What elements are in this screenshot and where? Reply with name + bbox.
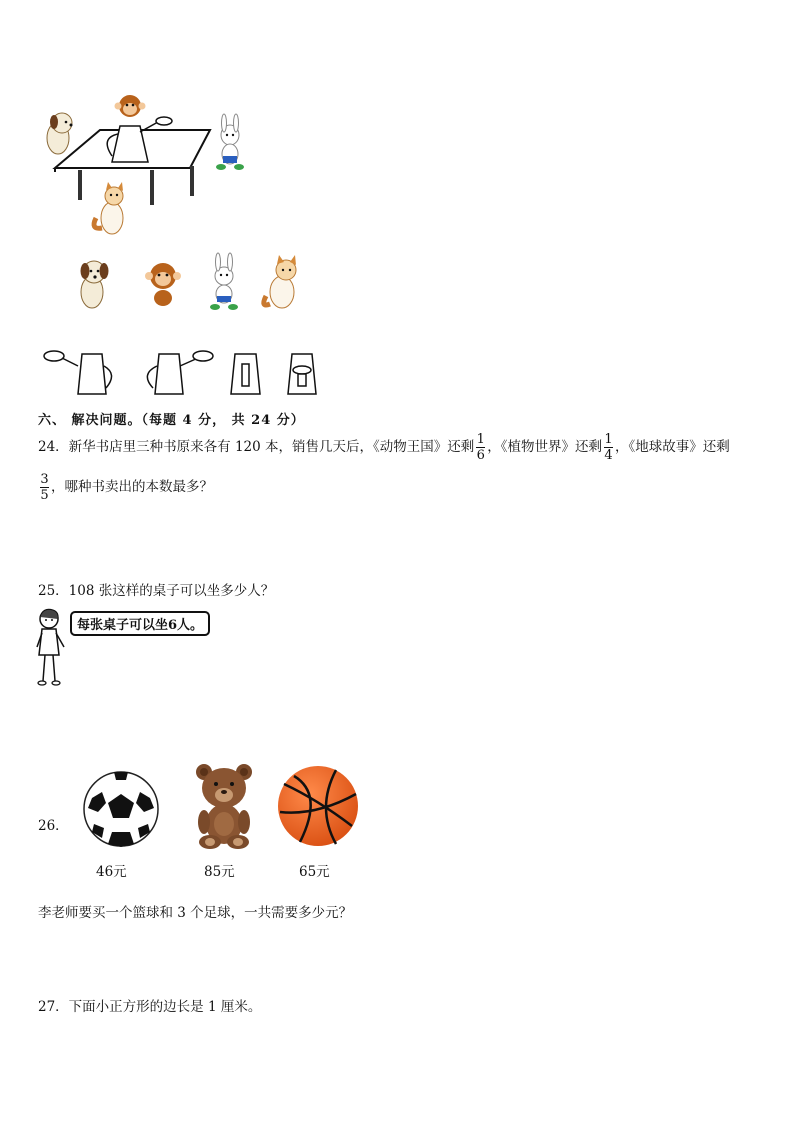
view-option-3 bbox=[231, 354, 260, 394]
rabbit-icon bbox=[216, 114, 244, 170]
view-options bbox=[40, 348, 340, 396]
q24-text-c: ，《地球故事》还剩 bbox=[615, 439, 730, 455]
view-option-4 bbox=[288, 354, 316, 394]
price-soccer: 46元 bbox=[96, 864, 127, 880]
q24-text-d: ，哪种书卖出的本数最多？ bbox=[51, 479, 213, 495]
soccer-ball-icon bbox=[82, 770, 160, 848]
table-leg bbox=[78, 170, 82, 200]
cat-icon bbox=[264, 255, 296, 308]
girl-icon bbox=[35, 607, 67, 689]
question-27: 27．下面小正方形的边长是 1 厘米。 bbox=[38, 999, 262, 1015]
teddy-bear-icon bbox=[192, 762, 256, 850]
price-bear: 85元 bbox=[204, 864, 235, 880]
view-option-2 bbox=[147, 351, 213, 394]
section-heading: 六、 解决问题。（每题 4 分， 共 24 分） bbox=[38, 413, 305, 428]
view-option-1 bbox=[44, 351, 112, 394]
fraction-three-fifths: $\frac{3}{5}$ bbox=[40, 472, 49, 503]
cat-icon bbox=[94, 182, 123, 234]
q26-number: 26． bbox=[38, 818, 69, 834]
q24-text-b: ，《植物世界》还剩 bbox=[487, 439, 603, 455]
animal-row bbox=[70, 252, 310, 314]
monkey-icon bbox=[145, 263, 181, 306]
question-24 bbox=[38, 432, 778, 463]
price-basketball: 65元 bbox=[299, 864, 330, 880]
q24-text-a: 24．新华书店里三种书原来各有 120 本，销售几天后，《动物王国》还剩 bbox=[38, 439, 475, 455]
dog-icon bbox=[81, 261, 109, 308]
scene-illustration bbox=[40, 90, 255, 240]
speech-bubble: 每张桌子可以坐6人。 bbox=[70, 611, 210, 636]
basketball-icon bbox=[276, 764, 360, 848]
q26-question: 李老师要买一个篮球和 3 个足球，一共需要多少元？ bbox=[38, 905, 353, 921]
monkey-icon bbox=[115, 95, 146, 117]
dog-icon bbox=[47, 113, 73, 154]
table-leg bbox=[190, 166, 194, 196]
fraction-one-quarter: $\frac{1}{4}$ bbox=[604, 432, 613, 463]
rabbit-icon bbox=[210, 253, 238, 310]
question-24-line2 bbox=[38, 472, 213, 503]
question-25: 25．108 张这样的桌子可以坐多少人？ bbox=[38, 583, 275, 599]
table-leg bbox=[150, 170, 154, 205]
fraction-one-sixth: $\frac{1}{6}$ bbox=[476, 432, 485, 463]
